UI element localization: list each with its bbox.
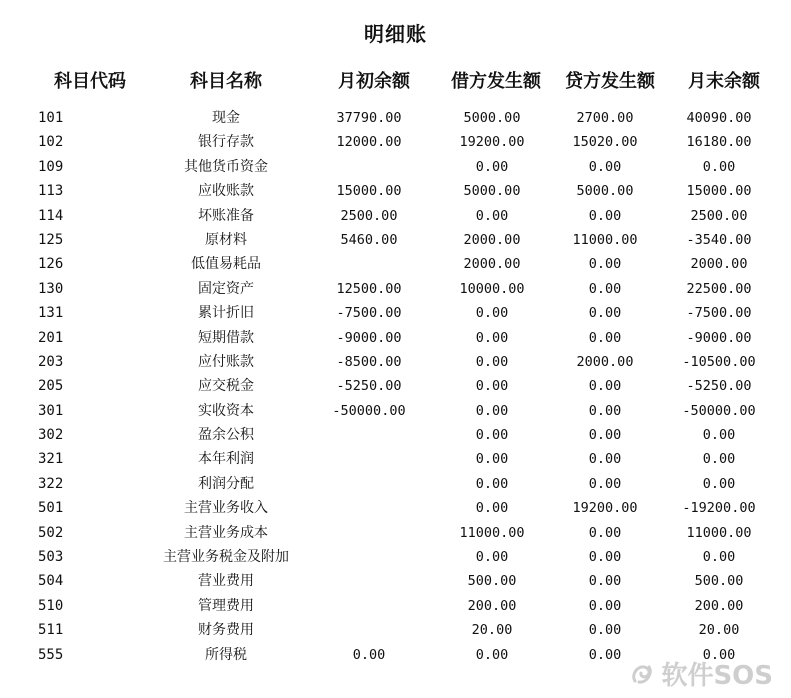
credit-amount: 5000.00 (576, 183, 634, 200)
opening-balance: 12500.00 (336, 280, 402, 297)
header-ending-balance: 月末余额 (688, 71, 760, 92)
account-code: 130 (38, 280, 64, 297)
ending-balance: 0.00 (702, 158, 736, 175)
header-credit-amount: 贷方发生额 (565, 71, 655, 92)
account-name: 实收资本 (198, 402, 254, 419)
debit-amount: 0.00 (475, 329, 509, 346)
opening-balance: 5460.00 (340, 231, 398, 248)
account-code: 301 (38, 402, 64, 419)
account-code: 322 (38, 475, 64, 492)
ending-balance: 2000.00 (690, 256, 748, 273)
credit-amount: 0.00 (588, 378, 622, 395)
credit-amount: 0.00 (588, 280, 622, 297)
table-row (0, 252, 791, 276)
account-name: 短期借款 (198, 329, 254, 346)
account-code: 501 (38, 500, 64, 517)
table-row (0, 569, 791, 593)
debit-amount: 5000.00 (463, 110, 521, 126)
opening-balance: -5250.00 (336, 378, 402, 395)
account-code: 101 (38, 110, 64, 126)
debit-amount: 0.00 (475, 305, 509, 322)
watermark-text: 软件SOS (661, 661, 773, 691)
account-name: 主营业务成本 (184, 524, 268, 541)
account-name: 盈余公积 (198, 427, 254, 444)
ledger-table-body (0, 106, 791, 667)
header-account-name: 科目名称 (190, 71, 262, 92)
ending-balance: -9000.00 (686, 329, 752, 346)
account-code: 321 (38, 451, 64, 468)
credit-amount: 0.00 (588, 256, 622, 273)
ending-balance: 0.00 (702, 646, 736, 663)
ending-balance: -10500.00 (682, 353, 756, 370)
table-row (0, 204, 791, 228)
account-code: 126 (38, 256, 64, 273)
table-row (0, 399, 791, 423)
credit-amount: 0.00 (588, 646, 622, 663)
account-name: 其他货币资金 (184, 158, 268, 175)
account-name: 应收账款 (198, 183, 254, 200)
account-name: 累计折旧 (198, 305, 254, 322)
credit-amount: 0.00 (588, 524, 622, 541)
ending-balance: -3540.00 (686, 231, 752, 248)
debit-amount: 0.00 (475, 353, 509, 370)
table-row (0, 374, 791, 398)
table-row (0, 106, 791, 130)
table-row (0, 618, 791, 642)
account-name: 固定资产 (198, 280, 254, 297)
account-name: 营业费用 (198, 573, 254, 590)
debit-amount: 0.00 (475, 500, 509, 517)
credit-amount: 0.00 (588, 475, 622, 492)
ending-balance: 500.00 (694, 573, 744, 590)
account-name: 低值易耗品 (191, 256, 261, 273)
account-code: 113 (38, 183, 64, 200)
credit-amount: 2700.00 (576, 110, 634, 126)
ending-balance: 2500.00 (690, 207, 748, 224)
account-name: 本年利润 (198, 451, 254, 468)
account-code: 503 (38, 549, 64, 566)
table-row (0, 301, 791, 325)
account-code: 302 (38, 427, 64, 444)
table-row (0, 594, 791, 618)
credit-amount: 0.00 (588, 622, 622, 639)
table-row (0, 545, 791, 569)
debit-amount: 0.00 (475, 646, 509, 663)
account-name: 应交税金 (198, 378, 254, 395)
account-name: 现金 (212, 110, 240, 126)
account-code: 205 (38, 378, 64, 395)
table-row (0, 277, 791, 301)
credit-amount: 0.00 (588, 427, 622, 444)
table-row (0, 179, 791, 203)
credit-amount: 0.00 (588, 207, 622, 224)
account-name: 财务费用 (198, 622, 254, 639)
table-row (0, 447, 791, 471)
debit-amount: 0.00 (475, 451, 509, 468)
ending-balance: 15000.00 (686, 183, 752, 200)
opening-balance: -9000.00 (336, 329, 402, 346)
account-code: 131 (38, 305, 64, 322)
debit-amount: 500.00 (467, 573, 517, 590)
ending-balance: 20.00 (698, 622, 740, 639)
debit-amount: 2000.00 (463, 231, 521, 248)
table-row (0, 228, 791, 252)
account-code: 511 (38, 622, 64, 639)
account-name: 应付账款 (198, 353, 254, 370)
credit-amount: 2000.00 (576, 353, 634, 370)
credit-amount: 0.00 (588, 451, 622, 468)
debit-amount: 5000.00 (463, 183, 521, 200)
debit-amount: 2000.00 (463, 256, 521, 273)
account-code: 125 (38, 231, 64, 248)
ending-balance: 0.00 (702, 475, 736, 492)
account-code: 102 (38, 134, 64, 151)
ending-balance: 16180.00 (686, 134, 752, 151)
account-code: 201 (38, 329, 64, 346)
table-row (0, 521, 791, 545)
account-name: 管理费用 (198, 597, 254, 614)
table-row (0, 472, 791, 496)
debit-amount: 0.00 (475, 207, 509, 224)
table-row (0, 326, 791, 350)
credit-amount: 15020.00 (572, 134, 638, 151)
account-name: 原材料 (205, 231, 247, 248)
debit-amount: 0.00 (475, 475, 509, 492)
account-name: 所得税 (205, 646, 247, 663)
credit-amount: 0.00 (588, 402, 622, 419)
debit-amount: 0.00 (475, 402, 509, 419)
debit-amount: 200.00 (467, 597, 517, 614)
debit-amount: 0.00 (475, 549, 509, 566)
ending-balance: 0.00 (702, 427, 736, 444)
opening-balance: 0.00 (352, 646, 386, 663)
ending-balance: 0.00 (702, 549, 736, 566)
credit-amount: 0.00 (588, 158, 622, 175)
table-row (0, 423, 791, 447)
debit-amount: 0.00 (475, 378, 509, 395)
ending-balance: -5250.00 (686, 378, 752, 395)
account-name: 主营业务税金及附加 (163, 549, 289, 566)
ending-balance: -50000.00 (682, 402, 756, 419)
account-code: 504 (38, 573, 64, 590)
opening-balance: 37790.00 (336, 110, 402, 126)
account-name: 坏账准备 (198, 207, 254, 224)
account-name: 主营业务收入 (184, 500, 268, 517)
ending-balance: 11000.00 (686, 524, 752, 541)
opening-balance: -7500.00 (336, 305, 402, 322)
account-code: 203 (38, 353, 64, 370)
account-code: 109 (38, 158, 64, 175)
account-code: 114 (38, 207, 64, 224)
opening-balance: 12000.00 (336, 134, 402, 151)
header-debit-amount: 借方发生额 (451, 71, 541, 92)
credit-amount: 0.00 (588, 329, 622, 346)
debit-amount: 11000.00 (459, 524, 525, 541)
debit-amount: 0.00 (475, 427, 509, 444)
opening-balance: 15000.00 (336, 183, 402, 200)
credit-amount: 0.00 (588, 549, 622, 566)
ending-balance: 40090.00 (686, 110, 752, 126)
debit-amount: 19200.00 (459, 134, 525, 151)
account-code: 502 (38, 524, 64, 541)
table-row (0, 130, 791, 154)
opening-balance: 2500.00 (340, 207, 398, 224)
table-row (0, 496, 791, 520)
table-row (0, 155, 791, 179)
swirl-logo-icon (629, 661, 655, 687)
account-code: 555 (38, 646, 64, 663)
ending-balance: -19200.00 (682, 500, 756, 517)
page-title: 明细账 (364, 22, 427, 46)
table-row (0, 350, 791, 374)
watermark (629, 655, 773, 692)
account-name: 利润分配 (198, 475, 254, 492)
ending-balance: 200.00 (694, 597, 744, 614)
debit-amount: 10000.00 (459, 280, 525, 297)
credit-amount: 19200.00 (572, 500, 638, 517)
ending-balance: 0.00 (702, 451, 736, 468)
ending-balance: 22500.00 (686, 280, 752, 297)
credit-amount: 0.00 (588, 573, 622, 590)
account-code: 510 (38, 597, 64, 614)
credit-amount: 11000.00 (572, 231, 638, 248)
opening-balance: -50000.00 (332, 402, 406, 419)
credit-amount: 0.00 (588, 597, 622, 614)
debit-amount: 0.00 (475, 158, 509, 175)
credit-amount: 0.00 (588, 305, 622, 322)
debit-amount: 20.00 (471, 622, 513, 639)
opening-balance: -8500.00 (336, 353, 402, 370)
header-account-code: 科目代码 (54, 71, 126, 92)
ending-balance: -7500.00 (686, 305, 752, 322)
header-opening-balance: 月初余额 (338, 71, 410, 92)
account-name: 银行存款 (198, 134, 254, 151)
